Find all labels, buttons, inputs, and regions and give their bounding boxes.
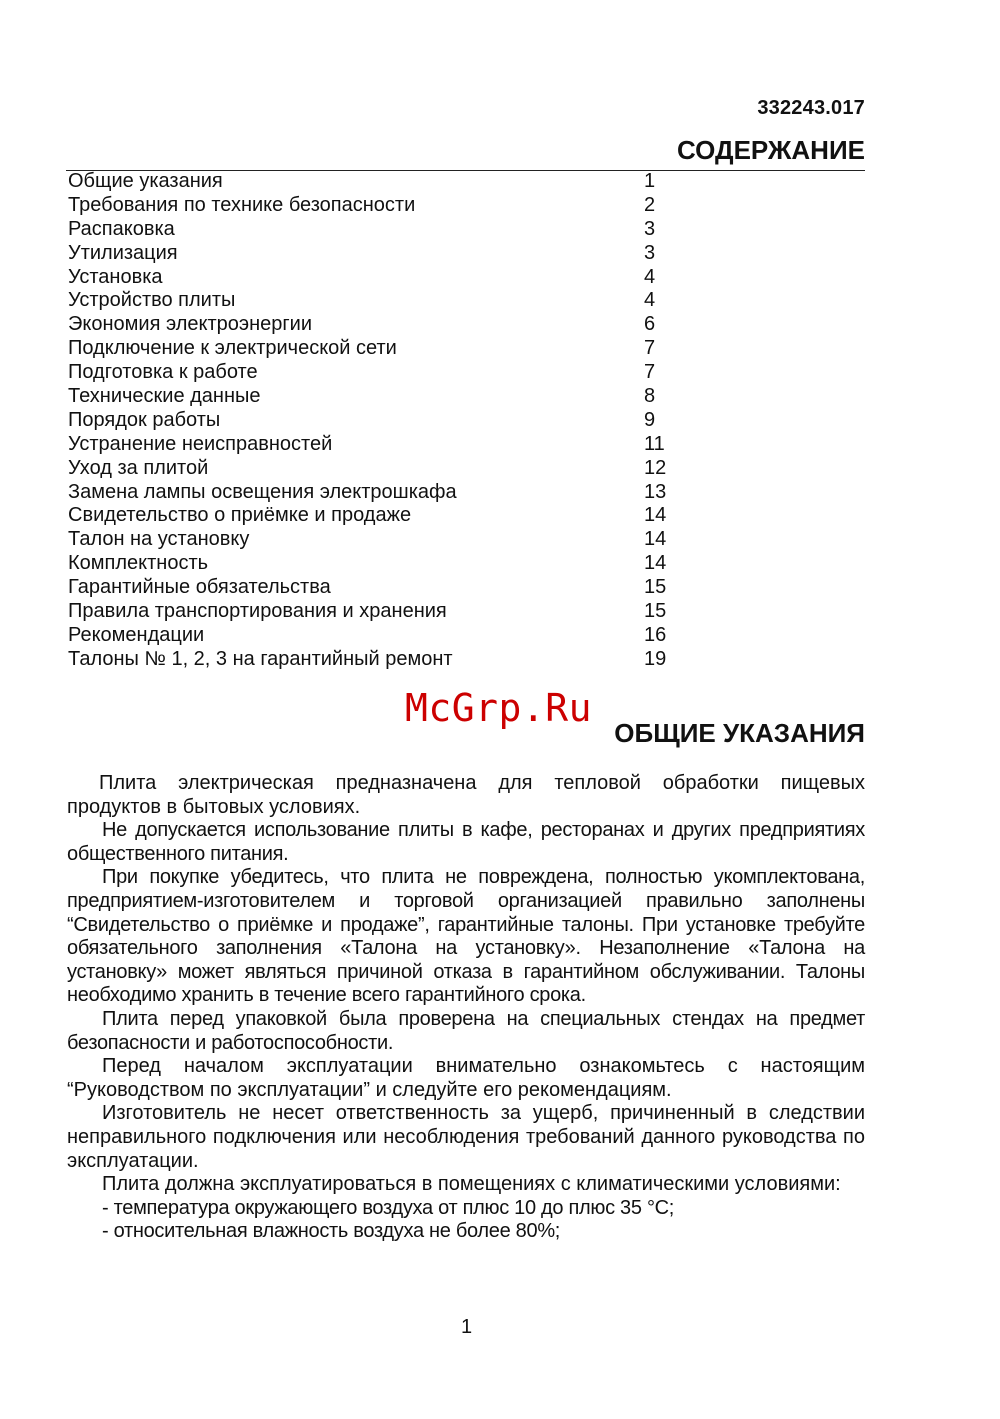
site-watermark: McGrp.Ru bbox=[405, 686, 593, 730]
toc-entry-page: 1 bbox=[644, 170, 656, 192]
toc-entry-label: Гарантийные обязательства bbox=[68, 576, 331, 599]
toc-entry bbox=[68, 648, 868, 672]
toc-entry bbox=[68, 481, 868, 505]
toc-entry bbox=[68, 385, 868, 409]
toc-entry-page: 4 bbox=[644, 265, 656, 288]
toc-entry-label: Порядок работы bbox=[68, 408, 221, 431]
toc-entry bbox=[68, 624, 868, 648]
toc-entry-page: 3 bbox=[644, 217, 656, 240]
toc-entry-page: 15 bbox=[644, 600, 667, 623]
body-paragraph: Не допускается использование плиты в кафе, ресторанах и других предприятиях общественного питания. bbox=[67, 819, 865, 865]
body-paragraph: Плита перед упаковкой была проверена на специальных стендах на предмет безопасности и работоспособности. bbox=[67, 1007, 865, 1054]
toc-entry bbox=[68, 600, 868, 624]
document-number: 332243.017 bbox=[757, 97, 865, 119]
section-title: ОБЩИЕ УКАЗАНИЯ bbox=[614, 718, 865, 748]
toc-entry bbox=[68, 528, 868, 552]
toc-entry-label: Требования по технике безопасности bbox=[68, 193, 416, 216]
toc-entry-label: Технические данные bbox=[68, 385, 261, 408]
toc-entry-page: 7 bbox=[644, 361, 656, 384]
body-paragraph: При покупке убедитесь, что плита не повреждена, полностью укомплектована, предприятием-изготовителем и торговой организацией правильно заполнены “Свидетельство о приёмке и продаже”, гарантийные талоны. При установке требуйте обязательного заполнения «Талона на установку». Незаполнение «Талона на установку» может являться причиной отказа в гарантийном обслуживании. Талоны необходимо хранить в течение всего гарантийного срока. bbox=[67, 866, 865, 1007]
toc-entry-label: Комплектность bbox=[68, 552, 209, 575]
toc-entry-page: 7 bbox=[644, 337, 656, 360]
toc-entry-page: 2 bbox=[644, 193, 656, 216]
toc-entry bbox=[68, 433, 868, 457]
toc-entry-page: 3 bbox=[644, 241, 656, 264]
toc-entry bbox=[68, 504, 868, 528]
toc-entry-page: 4 bbox=[644, 289, 656, 312]
section-body bbox=[67, 772, 865, 1244]
toc-entry-page: 15 bbox=[644, 576, 667, 599]
toc-entry bbox=[68, 409, 868, 433]
toc-entry-page: 6 bbox=[644, 313, 656, 336]
toc-entry bbox=[68, 218, 868, 242]
toc-entry-label: Устройство плиты bbox=[68, 289, 236, 312]
body-paragraph: Перед началом эксплуатации внимательно ознакомьтесь с настоящим “Руководством по эксплуатации” и следуйте его рекомендациям. bbox=[67, 1055, 865, 1101]
toc-entry bbox=[68, 313, 868, 337]
toc-entry-label: Уход за плитой bbox=[68, 456, 209, 479]
toc-entry bbox=[68, 337, 868, 361]
page-number: 1 bbox=[461, 1316, 473, 1338]
toc-entry-label: Установка bbox=[68, 265, 163, 288]
condition-item: - относительная влажность воздуха не более 80%; bbox=[102, 1220, 561, 1243]
toc-entry-page: 11 bbox=[644, 432, 665, 455]
toc-entry-page: 12 bbox=[644, 456, 667, 479]
toc-entry-label: Общие указания bbox=[68, 170, 223, 192]
toc-entry bbox=[68, 361, 868, 385]
toc-entry bbox=[68, 194, 868, 218]
toc-entry-page: 16 bbox=[644, 623, 667, 646]
toc-entry-page: 14 bbox=[644, 552, 667, 575]
toc-entry-label: Замена лампы освещения электрошкафа bbox=[68, 480, 457, 503]
toc-entry bbox=[68, 266, 868, 290]
toc-entry-page: 14 bbox=[644, 528, 667, 551]
toc-entry-label: Подключение к электрической сети bbox=[68, 337, 397, 360]
toc-entry-label: Правила транспортирования и хранения bbox=[68, 600, 447, 623]
toc-entry bbox=[68, 552, 868, 576]
toc-title: СОДЕРЖАНИЕ bbox=[677, 135, 865, 165]
body-paragraph: Плита должна эксплуатироваться в помещениях с климатическими условиями: bbox=[102, 1173, 841, 1196]
toc-entry bbox=[68, 242, 868, 266]
body-paragraph: Изготовитель не несет ответственность за ущерб, причиненный в следствии неправильного подключения или несоблюдения требований данного руководства по эксплуатации. bbox=[67, 1102, 865, 1172]
toc-entry bbox=[68, 576, 868, 600]
body-paragraph: Плита электрическая предназначена для тепловой обработки пищевых продуктов в бытовых условиях. bbox=[67, 772, 865, 818]
toc-entry-page: 14 bbox=[644, 504, 667, 527]
toc-entry bbox=[68, 457, 868, 481]
toc-entry-label: Экономия электроэнергии bbox=[68, 313, 313, 336]
table-of-contents bbox=[68, 170, 868, 672]
condition-item: - температура окружающего воздуха от плюс 10 до плюс 35 °С; bbox=[102, 1196, 675, 1219]
toc-entry-label: Свидетельство о приёмке и продаже bbox=[68, 504, 412, 527]
toc-entry-label: Распаковка bbox=[68, 217, 175, 240]
toc-entry-page: 13 bbox=[644, 480, 667, 503]
toc-entry-label: Талон на установку bbox=[68, 528, 250, 551]
toc-entry-label: Устранение неисправностей bbox=[68, 432, 333, 455]
toc-entry bbox=[68, 170, 868, 194]
toc-entry-label: Утилизация bbox=[68, 241, 178, 264]
toc-entry-page: 9 bbox=[644, 408, 656, 431]
toc-entry-page: 19 bbox=[644, 647, 667, 670]
toc-entry-label: Рекомендации bbox=[68, 623, 205, 646]
toc-entry-page: 8 bbox=[644, 385, 656, 408]
toc-entry-label: Талоны № 1, 2, 3 на гарантийный ремонт bbox=[68, 647, 453, 670]
toc-entry bbox=[68, 289, 868, 313]
toc-entry-label: Подготовка к работе bbox=[68, 361, 258, 384]
